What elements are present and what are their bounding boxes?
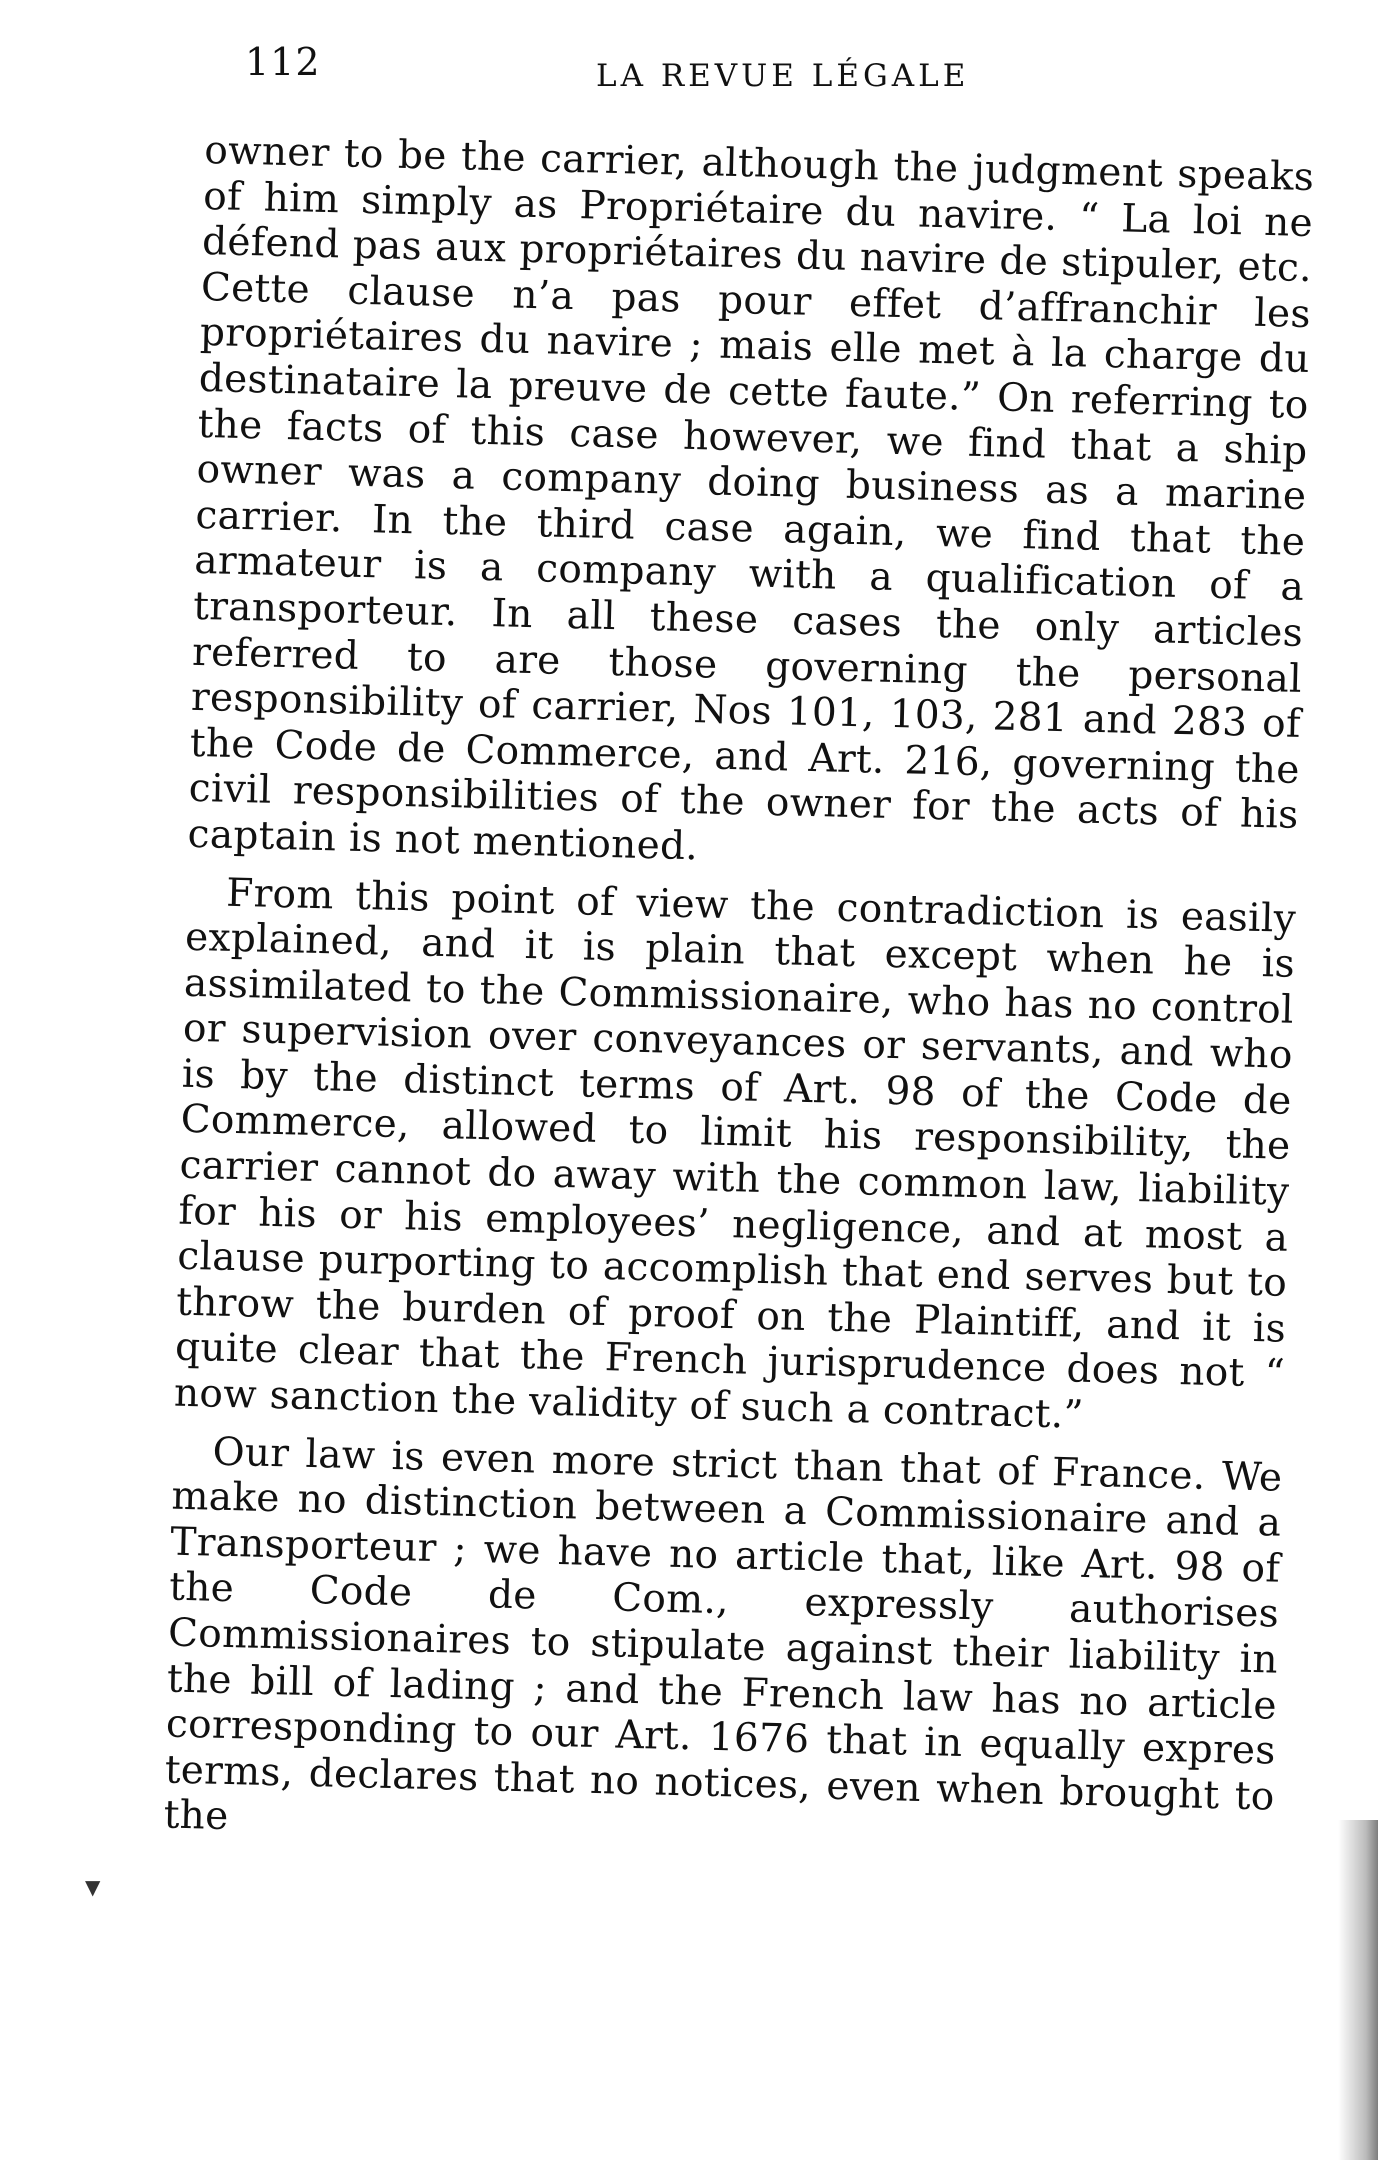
page-edge-shadow — [1338, 1820, 1378, 2160]
body-text — [163, 128, 1315, 1878]
paragraph-1 — [187, 128, 1314, 884]
paragraph-3-text: Our law is even more strict than that of France. We make no distinction between a Commissionaire and a Transporteur ; we have no article that, like Art. 98 of the Code de Com., expressly authorises Commissionaires to stipulate against their liability in the bill of lading ; and the French law has no article corresponding to our Art. 1676 that in equally expres terms, declares that no notices, even when brought to the — [163, 1429, 1283, 1840]
paragraph-indent — [186, 904, 226, 905]
page-number: 112 — [245, 40, 321, 84]
running-head: LA REVUE LÉGALE — [596, 58, 970, 94]
paragraph-2 — [174, 869, 1297, 1443]
paragraph-indent — [172, 1463, 212, 1464]
paragraph-3 — [163, 1428, 1283, 1865]
margin-mark: ▼ — [85, 1875, 101, 1899]
paragraph-1-text: owner to be the carrier, although the judgment speaks of him simply as Propriétaire du navire. “ La loi ne défend pas aux propriétaires du navire de stipuler, etc. Cette clause n’a pas pour effet d’affranchir les propriétaires du navire ; mais elle met à la charge du destinataire la preuve de cette faute.” On referring to the facts of this case however, we find that a ship owner was a company doing business as a marine carrier. In the third case again, we find that the armateur is a company with a qualification of a transporteur. In all these cases the only articles referred to are those governing the personal responsibility of carrier, Nos 101, 103, 281 and 283 of the Code de Commerce, and Art. 216, governing the civil responsibilities of the owner for the acts of his captain is not mentioned. — [187, 128, 1315, 870]
paragraph-2-text: From this point of view the contradiction is easily explained, and it is plain that except when he is assimilated to the Commissionaire, who has no control or supervision over conveyances or servants, and who is by the distinct terms of Art. 98 of the Code de Commerce, allowed to limit his responsibility, the carrier cannot do away with the common law, liability for his or his employees’ negligence, and at most a clause purporting to accomplish that end serves but to throw the burden of proof on the Plaintiff, and it is quite clear that the French jurisprudence does not “ now sanction the validity of such a contract.” — [173, 870, 1297, 1438]
